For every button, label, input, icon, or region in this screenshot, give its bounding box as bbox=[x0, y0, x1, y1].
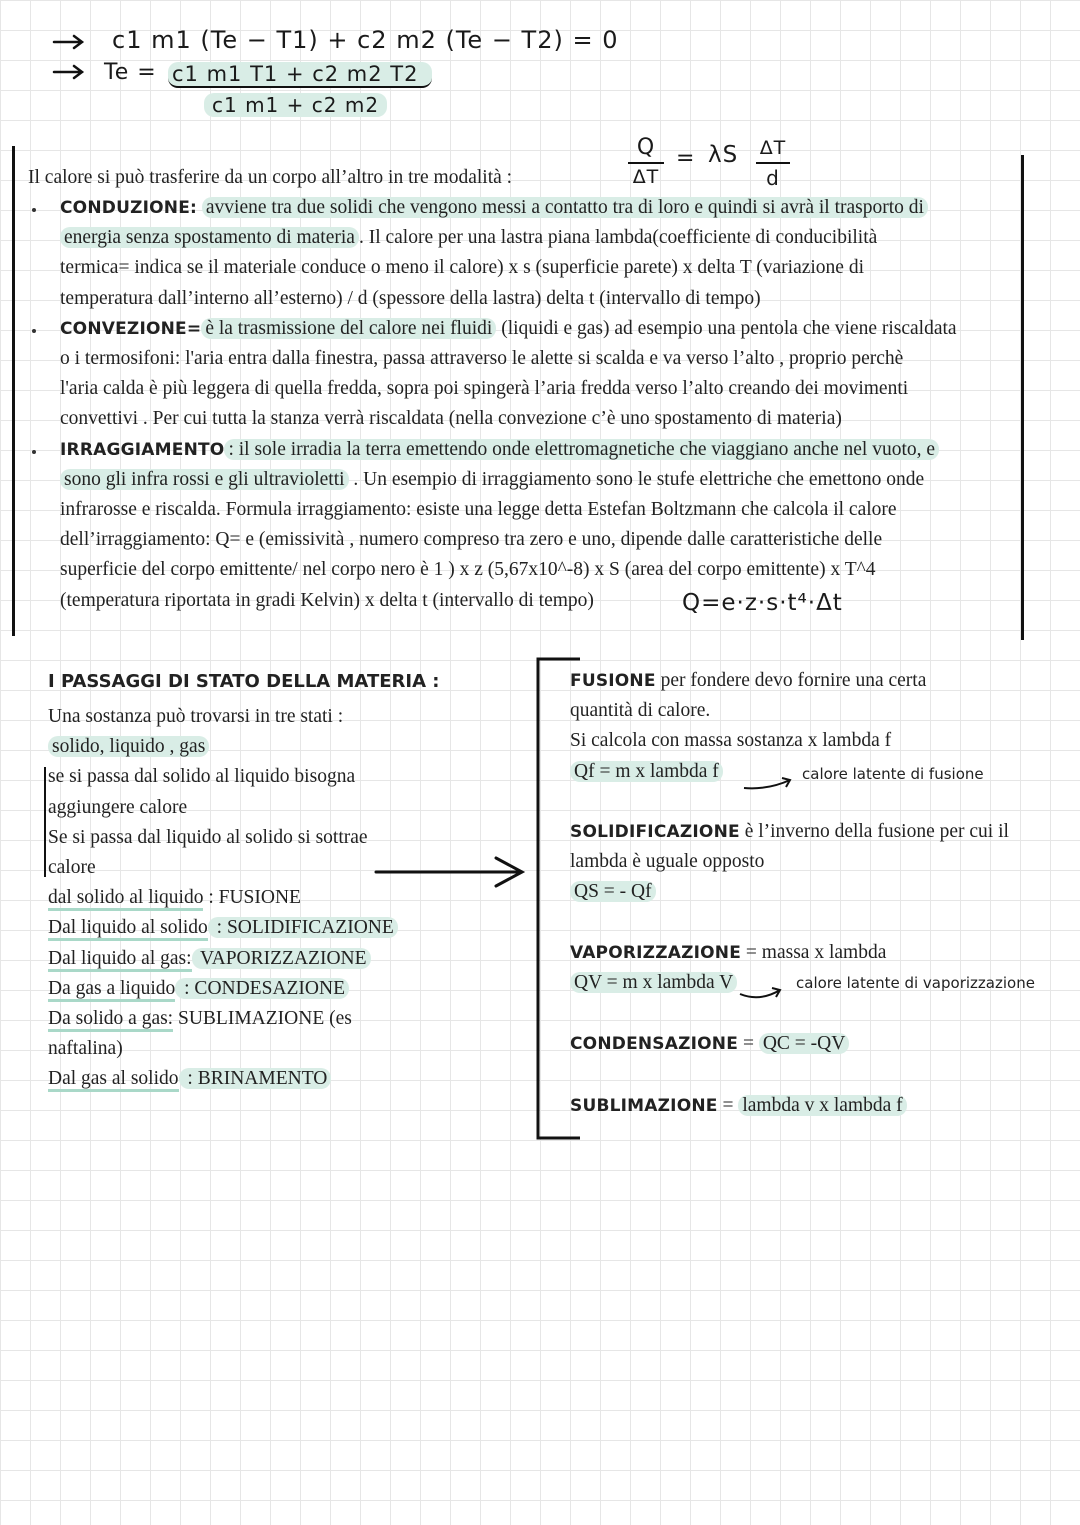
curved-arrow-icon bbox=[742, 772, 798, 794]
equilibrium-temp-numerator: c1 m1 T1 + c2 m2 T2 bbox=[168, 62, 432, 88]
calorimetry-equation: c1 m1 (Te − T1) + c2 m2 (Te − T2) = 0 bbox=[112, 26, 619, 54]
fusione-note: calore latente di fusione bbox=[802, 765, 984, 783]
solidificazione-block: SOLIDIFICAZIONE è l’inverno della fusione per cui il lambda è uguale opposto QS = - Qf bbox=[570, 821, 1009, 903]
equilibrium-temp-lhs: Te = bbox=[104, 60, 157, 85]
states-list: Una sostanza può trovarsi in tre stati : solido, liquido , gas se si passa dal solido al liquido bisogna aggiungere calore Se si passa dal liquido al solido si sottrae calore dal solido al liquido : FUSIONE Dal liquido al solido : SOLIDIFICAZIONE Dal liquido al gas: VAPORIZZAZIONE Da gas a liquido : CONDESAZIONE Da solido a gas: SUBLIMAZIONE (es naftalina) Dal gas al solido : BRINAMENTO bbox=[48, 702, 398, 1095]
irraggiamento-keyword: IRRAGGIAMENTO bbox=[60, 439, 225, 460]
conduzione-paragraph: CONDUZIONE: avviene tra due solidi che vengono messi a contatto tra di loro e quindi si avrà il trasporto di energia senza spostamento di materia . Il calore per una lastra piana lambda(coefficiente di conducibilità termica= indica se il materiale conduce o meno il calore) x s (superficie parete) x delta T (variazione di temperatura dall’interno all’esterno) / d (spessore della lastra) delta t (intervallo di tempo) CONVEZIONE= è la trasmissione del calore nei fluidi (liquidi e gas) ad esempio una pentola che viene riscaldata o i termosifoni: l'aria entra dalla finestra, passa attraverso le alette si scalda e va verso l’alto , proprio perchè l'aria calda è più leggera di quella fredda, sopra poi spingerà l’aria fredda verso l’alto creando dei movimenti convettivi . Per cui tutta la stanza verrà riscaldata (nella convezione c’è uno spostamento di materia) IRRAGGIAMENTO : il sole irradia la terra emettendo onde elettromagnetiche che viaggiano anche nel vuoto, e sono gli infra rossi e gli ultravioletti . Un esempio di irraggiamento sono le stufe elettriche che emettono onde infrarosse e riscalda. Formula irraggiamento: esiste una legge detta Estefan Boltzmann che calcola il calore dell’irraggiamento: Q= e (emissività , numero compreso tra zero e uno, dipende dalle caratteristiche delle superficie del corpo emittente/ nel corpo nero è 1 ) x z (5,67x10^-8) x S (area del corpo emittente) x T^4 (temperatura riportata in gradi Kelvin) x delta t (intervallo di tempo) bbox=[60, 197, 957, 611]
bracket-bar bbox=[44, 767, 46, 877]
sublimazione-block: SUBLIMAZIONE = lambda v x lambda f bbox=[570, 1091, 907, 1121]
curved-arrow-icon bbox=[738, 982, 788, 1004]
bullet bbox=[32, 208, 36, 212]
heat-transfer-intro: Il calore si può trasferire da un corpo all’altro in tre modalità : bbox=[28, 167, 513, 188]
conduzione-keyword: CONDUZIONE: bbox=[60, 198, 198, 218]
formula-lambda-s: λS bbox=[708, 142, 739, 168]
formula-d: d bbox=[766, 166, 780, 190]
vaporizzazione-note: calore latente di vaporizzazione bbox=[796, 974, 1035, 992]
convezione-keyword: CONVEZIONE= bbox=[60, 318, 202, 339]
formula-equals: = bbox=[676, 146, 696, 171]
stefan-boltzmann-formula: Q=e·z·s·t⁴·Δt bbox=[682, 590, 843, 616]
formula-delta-t-num: ΔT bbox=[756, 134, 790, 164]
right-arrow-icon bbox=[372, 852, 528, 892]
arrow-icons bbox=[50, 26, 100, 86]
right-margin-bar bbox=[1021, 155, 1024, 640]
bullet bbox=[32, 450, 36, 454]
bullet bbox=[32, 329, 36, 333]
condensazione-block: CONDENSAZIONE = QC = -QV bbox=[570, 1029, 849, 1059]
left-margin-bar bbox=[12, 146, 15, 636]
vaporizzazione-block: VAPORIZZAZIONE = massa x lambda QV = m x lambda V bbox=[570, 942, 887, 994]
states-title: I PASSAGGI DI STATO DELLA MATERIA : bbox=[48, 671, 440, 692]
formula-delta-t: ΔT bbox=[632, 166, 660, 188]
formula-q: Q bbox=[628, 134, 664, 164]
equilibrium-temp-denominator: c1 m1 + c2 m2 bbox=[204, 93, 387, 117]
fusione-block: FUSIONE per fondere devo fornire una certa quantità di calore. Si calcola con massa sostanza x lambda f Qf = m x lambda f bbox=[570, 670, 927, 782]
